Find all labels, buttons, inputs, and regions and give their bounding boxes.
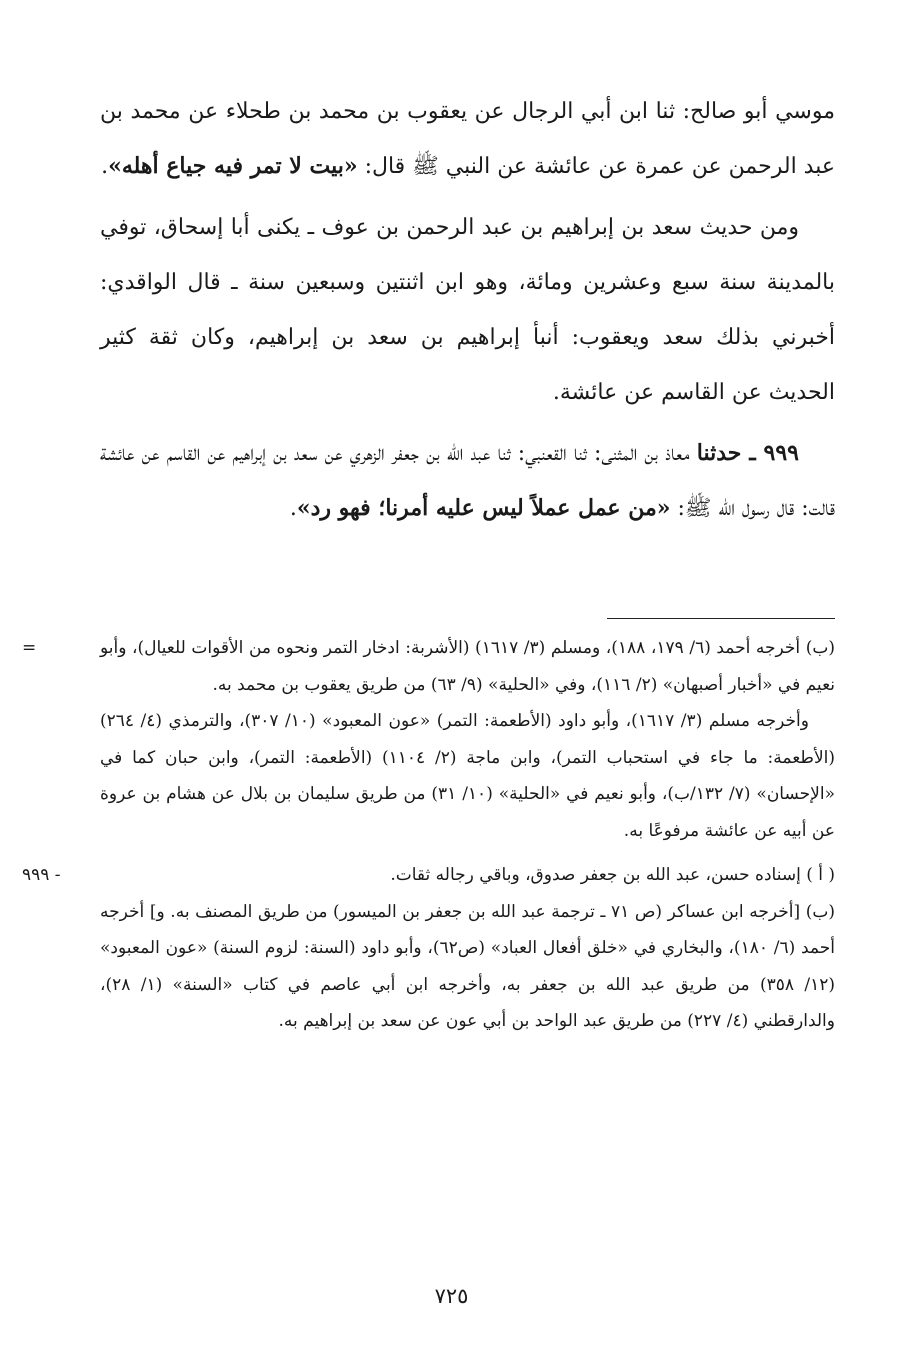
paragraph-1 xyxy=(100,84,835,194)
footnote-999 xyxy=(22,857,835,1040)
footnote-continued xyxy=(22,630,836,849)
hadith-quote-1: «بيت لا تمر فيه جياع أهله» xyxy=(108,153,358,179)
paragraph-2: ومن حديث سعد بن إبراهيم بن عبد الرحمن بن عوف ـ يكنى أبا إسحاق، توفي بالمدينة سنة سبع وعشرين ومائة، وهو ابن اثنتين وسبعين سنة ـ قال الواقدي: أخبرني بذلك سعد ويعقوب: أنبأ إبراهيم بن سعد بن إبراهيم، وكان ثقة كثير الحديث عن القاسم عن عائشة. xyxy=(100,215,835,405)
footnote-999-marker: ٩٩٩ - xyxy=(22,865,61,885)
paragraph-3 xyxy=(100,426,835,536)
hadith-quote-2: «من عمل عملاً ليس عليه أمرنا؛ فهو رد» xyxy=(296,495,671,521)
paragraph-3-end: . xyxy=(289,496,297,521)
paragraph-3-text: معاذ بن المثنى: ثنا القعنبي: ثنا عبد الله بن جعفر الزهري عن سعد بن إبراهيم عن القاسم عن عائشة قالت: قال رسول الله ﷺ: xyxy=(100,441,835,521)
footnote-1-para-1: (ب) أخرجه أحمد (٦/ ١٧٩، ١٨٨)، ومسلم (٣/ ١٦١٧) (الأشربة: ادخار التمر ونحوه من الأقوات للعيال)، وأبو نعيم في «أخبار أصبهان» (٢/ ١١٦)، وفي «الحلية» (٩/ ٦٣) من طريق يعقوب بن محمد به. xyxy=(100,638,835,695)
footnote-999-a: ( أ ) إسناده حسن، عبد الله بن جعفر صدوق، وباقي رجاله ثقات. xyxy=(390,865,835,885)
main-text xyxy=(100,84,835,542)
paragraph-1-end: . xyxy=(101,154,109,179)
page-number: ٧٢٥ xyxy=(434,1284,469,1308)
footnote-1-para-2: وأخرجه مسلم (٣/ ١٦١٧)، وأبو داود (الأطعمة: التمر) «عون المعبود» (١٠/ ٣٠٧)، والترمذي (٤/ ٢٦٤) (الأطعمة: ما جاء في استحباب التمر)، وابن ماجة (٢/ ١١٠٤) (الأطعمة: التمر)، وابن حبان كما في «الإحسان» (٧/ ١٣٢/ب)، وأبو نعيم في «الحلية» (١٠/ ٣١) من طريق سليمان بن بلال عن هشام بن عروة عن أبيه عن عائشة مرفوعًا به. xyxy=(100,711,836,841)
paragraph-1-text: موسي أبو صالح: ثنا ابن أبي الرجال عن يعقوب بن محمد بن طحلاء عن محمد بن عبد الرحمن عن عمرة عن عائشة عن النبي ﷺ قال: xyxy=(100,99,835,179)
footnote-separator xyxy=(607,618,835,619)
footnote-999-b: (ب) [أخرجه ابن عساكر (ص ٧١ ـ ترجمة عبد الله بن جعفر بن الميسور) من طريق المصنف به. و] أخرجه أحمد (٦/ ١٨٠)، والبخاري في «خلق أفعال العباد» (ص٦٢)، وأبو داود (السنة: لزوم السنة) «عون المعبود» (١٢/ ٣٥٨) من طريق عبد الله بن جعفر به، وأخرجه ابن أبي عاصم في كتاب «السنة» (١/ ٢٨)، والدارقطني (٤/ ٢٢٧) من طريق عبد الواحد بن أبي عون عن سعد بن إبراهيم به. xyxy=(100,901,835,1031)
footnotes xyxy=(22,630,836,1048)
footnote-continuation-marker: = xyxy=(22,638,37,658)
hadith-number-999: ٩٩٩ ـ حدثنا xyxy=(696,440,799,466)
